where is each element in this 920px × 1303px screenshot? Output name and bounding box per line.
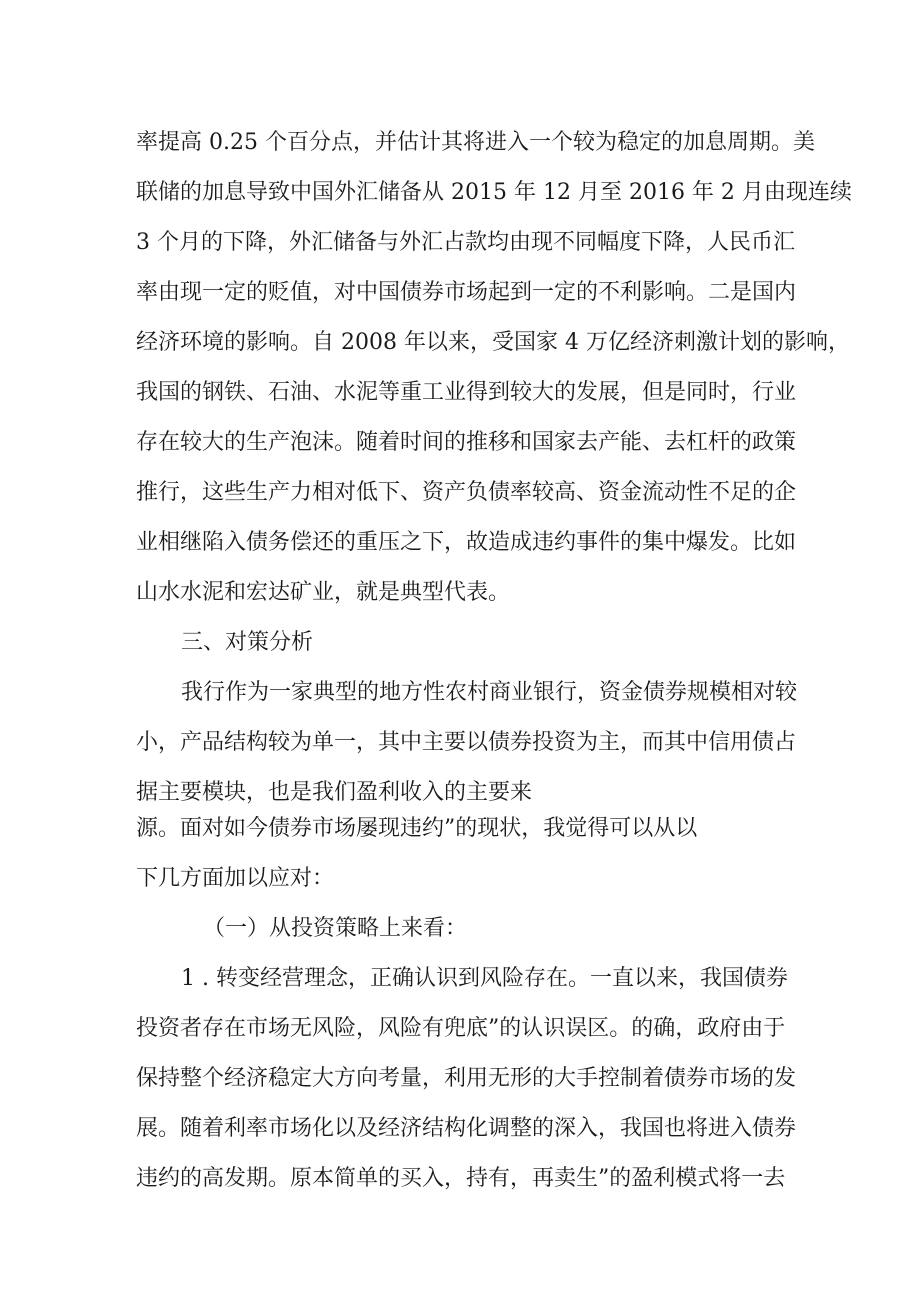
paragraph-line: 小，产品结构较为单一，其中主要以债券投资为主，而其中信用债占 [136, 730, 797, 755]
paragraph-line: 率由现一定的贬值，对中国债券市场起到一定的不利影响。二是国内 [136, 280, 797, 305]
subsection-heading: （一）从投资策略上来看： [203, 916, 468, 941]
paragraph-line: 下几方面加以应对： [136, 866, 335, 891]
paragraph-line: 投资者存在市场无风险，风险有兜底”的认识误区。的确，政府由于 [136, 1016, 786, 1041]
paragraph-line: 山水水泥和宏达矿业，就是典型代表。 [136, 580, 511, 605]
paragraph-line: 我行作为一家典型的地方性农村商业银行，资金债券规模相对较 [181, 680, 798, 705]
paragraph-line: 我国的钢铁、石油、水泥等重工业得到较大的发展，但是同时，行业 [136, 380, 797, 405]
paragraph-line: 展。随着利率市场化以及经济结构化调整的深入，我国也将进入债券 [136, 1116, 797, 1141]
paragraph-line: 1 . 转变经营理念，正确认识到风险存在。一直以来，我国债券 [181, 966, 788, 991]
paragraph-line: 存在较大的生产泡沫。随着时间的推移和国家去产能、去杠杆的政策 [136, 430, 797, 455]
paragraph-line: 据主要模块，也是我们盈利收入的主要来 [136, 780, 533, 805]
paragraph-line: 3 个月的下降，外汇储备与外汇占款均由现不同幅度下降，人民币汇 [136, 230, 795, 255]
paragraph-line: 违约的高发期。原本简单的买入，持有，再卖生”的盈利模式将一去 [136, 1166, 786, 1191]
section-heading: 三、对策分析 [181, 630, 314, 655]
paragraph-line: 联储的加息导致中国外汇储备从 2015 年 12 月至 2016 年 2 月由现连续 [136, 180, 852, 205]
paragraph-line: 推行，这些生产力相对低下、资产负债率较高、资金流动性不足的企 [136, 480, 797, 505]
paragraph-line: 源。面对如今债券市场屡现违约”的现状，我觉得可以从以 [136, 816, 698, 841]
paragraph-line: 业相继陷入债务偿还的重压之下，故造成违约事件的集中爆发。比如 [136, 530, 797, 555]
paragraph-line: 率提高 0.25 个百分点，并估计其将进入一个较为稳定的加息周期。美 [136, 130, 815, 155]
paragraph-line: 经济环境的影响。自 2008 年以来，受国家 4 万亿经济刺激计划的影响， [136, 330, 850, 355]
paragraph-line: 保持整个经济稳定大方向考量，利用无形的大手控制着债券市场的发 [136, 1066, 797, 1091]
